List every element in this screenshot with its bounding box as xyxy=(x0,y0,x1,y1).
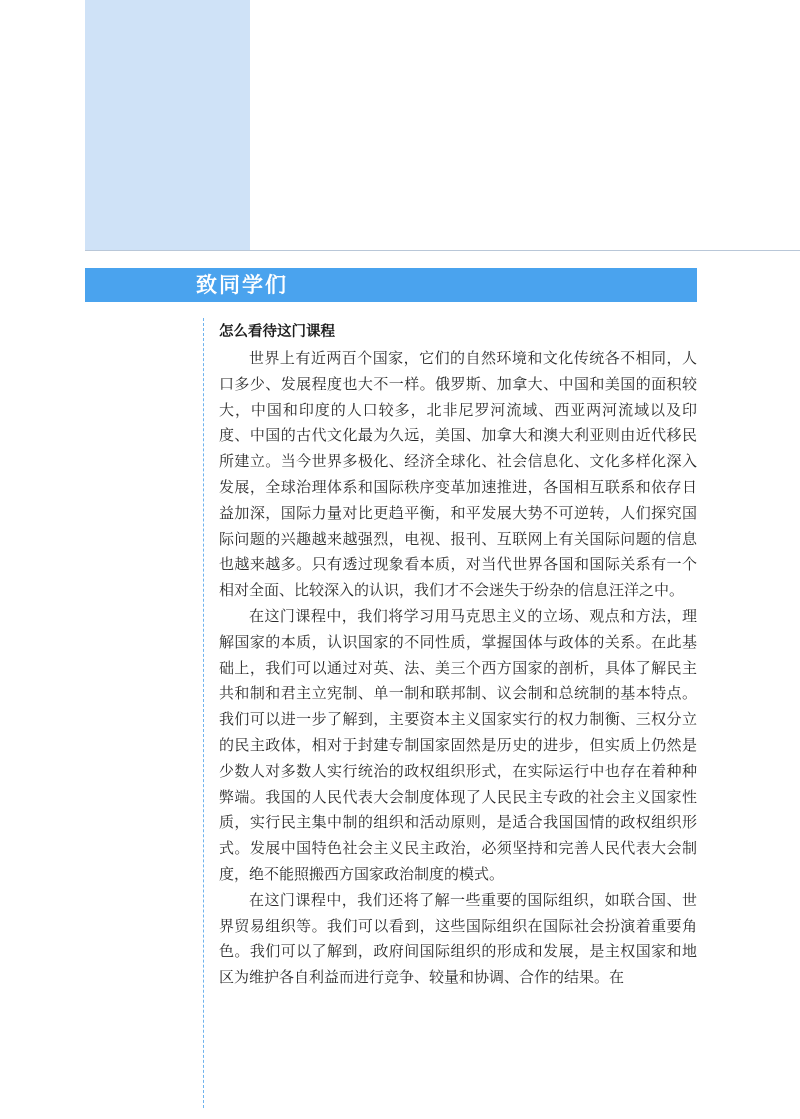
paragraph-2: 在这门课程中，我们将学习用马克思主义的立场、观点和方法，理解国家的本质，认识国家的不同性质，掌握国体与政体的关系。在此基础上，我们可以通过对英、法、美三个西方国家的剖析，具体了解民主共和制和君主立宪制、单一制和联邦制、议会制和总统制的基本特点。我们可以进一步了解到，主要资本主义国家实行的权力制衡、三权分立的民主政体，相对于封建专制国家固然是历史的进步，但实质上仍然是少数人对多数人实行统治的政权组织形式，在实际运行中也存在着种种弊端。我国的人民代表大会制度体现了人民民主专政的社会主义国家性质，实行民主集中制的组织和活动原则，是适合我国国情的政权组织形式。发展中国特色社会主义民主政治，必须坚持和完善人民代表大会制度，绝不能照搬西方国家政治制度的模式。 xyxy=(219,606,697,883)
paragraph-1: 世界上有近两百个国家，它们的自然环境和文化传统各不相同，人口多少、发展程度也大不一样。俄罗斯、加拿大、中国和美国的面积较大，中国和印度的人口较多，北非尼罗河流域、西亚两河流域以及印度、中国的古代文化最为久远，美国、加拿大和澳大利亚则由近代移民所建立。当今世界多极化、经济全球化、社会信息化、文化多样化深入发展，全球治理体系和国际秩序变革加速推进，各国相互联系和依存日益加深，国际力量对比更趋平衡，和平发展大势不可逆转，人们探究国际问题的兴趣越来越强烈，电视、报刊、互联网上有关国际问题的信息也越来越多。只有透过现象看本质，对当代世界各国和国际关系有一个相对全面、比较深入的认识，我们才不会迷失于纷杂的信息汪洋之中。 xyxy=(219,349,697,600)
paragraph-3: 在这门课程中，我们还将了解一些重要的国际组织，如联合国、世界贸易组织等。我们可以看到，这些国际组织在国际社会扮演着重要角色。我们可以了解到，政府间国际组织的形成和发展，是主权国家和地区为维护各自利益而进行竞争、较量和协调、合作的结果。在 xyxy=(219,890,697,987)
title-bar xyxy=(85,268,697,302)
main-content xyxy=(219,318,697,991)
page-title: 致同学们 xyxy=(196,273,288,297)
margin-guide-line xyxy=(203,318,204,1108)
header-decoration-block xyxy=(85,0,250,250)
header-divider xyxy=(85,250,800,251)
section-subtitle: 怎么看待这门课程 xyxy=(219,324,335,340)
